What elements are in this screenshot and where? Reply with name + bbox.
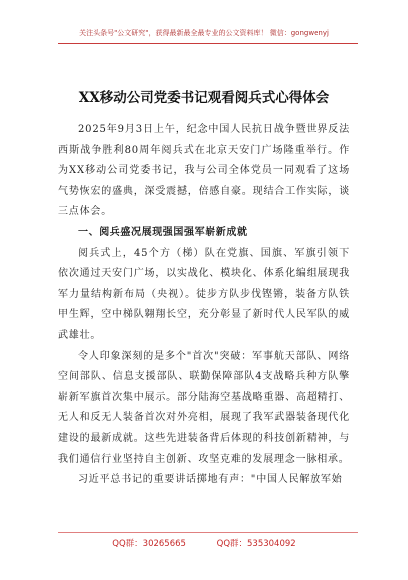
paragraph-speech: 习近平总书记的重要讲话掷地有声："中国人民解放军始 xyxy=(78,474,343,486)
section-heading: 一、阅兵盛况展现强国强军崭新成就 xyxy=(78,226,248,238)
header-divider xyxy=(58,43,358,44)
footer-qq-group-1: QQ群：30265665 xyxy=(112,539,186,549)
footer xyxy=(0,537,408,549)
header-banner: 关注头条号"公文研究"，获得最新最全最专业的公文资料库！ 微信：gongwenyj xyxy=(79,29,329,37)
paragraph-intro: 2025年9月3日上午，纪念中国人民抗日战争暨世界反法西斯战争胜利80周年阅兵式在北京天安门广场隆重举行。作为XX移动公司党委书记，我与公司全体党员一同观看了这场气势恢宏的盛典，深受震撼，倍感自豪。现结合工作实际，谈三点体会。 xyxy=(58,124,350,218)
footer-qq-group-2: QQ群：535304092 xyxy=(216,539,296,549)
document-body xyxy=(58,120,350,491)
footer-divider xyxy=(58,532,358,533)
document-title: XX移动公司党委书记观看阅兵式心得体会 xyxy=(78,90,330,106)
paragraph-firsts: 令人印象深刻的是多个"首次"突破：军事航天部队、网络空间部队、信息支援部队、联勤保障部队4支战略兵种方队擎崭新军旗首次集中展示。部分陆海空基战略重器、高超精打、无人和反无人装备首次对外亮相，展现了我军武器装备现代化建设的最新成就。这些先进装备背后体现的科技创新精神，与我们通信行业坚持自主创新、攻坚克难的发展理念一脉相承。 xyxy=(58,350,350,465)
paragraph-parade: 阅兵式上，45个方（梯）队在党旗、国旗、军旗引领下依次通过天安门广场，以实战化、模块化、体系化编组展现我军力量结构新布局（央视）。徒步方队步伐铿锵，装备方队铁甲生辉，空中梯队翱翔长空，充分彰显了新时代人民军队的威武雄壮。 xyxy=(58,247,350,341)
